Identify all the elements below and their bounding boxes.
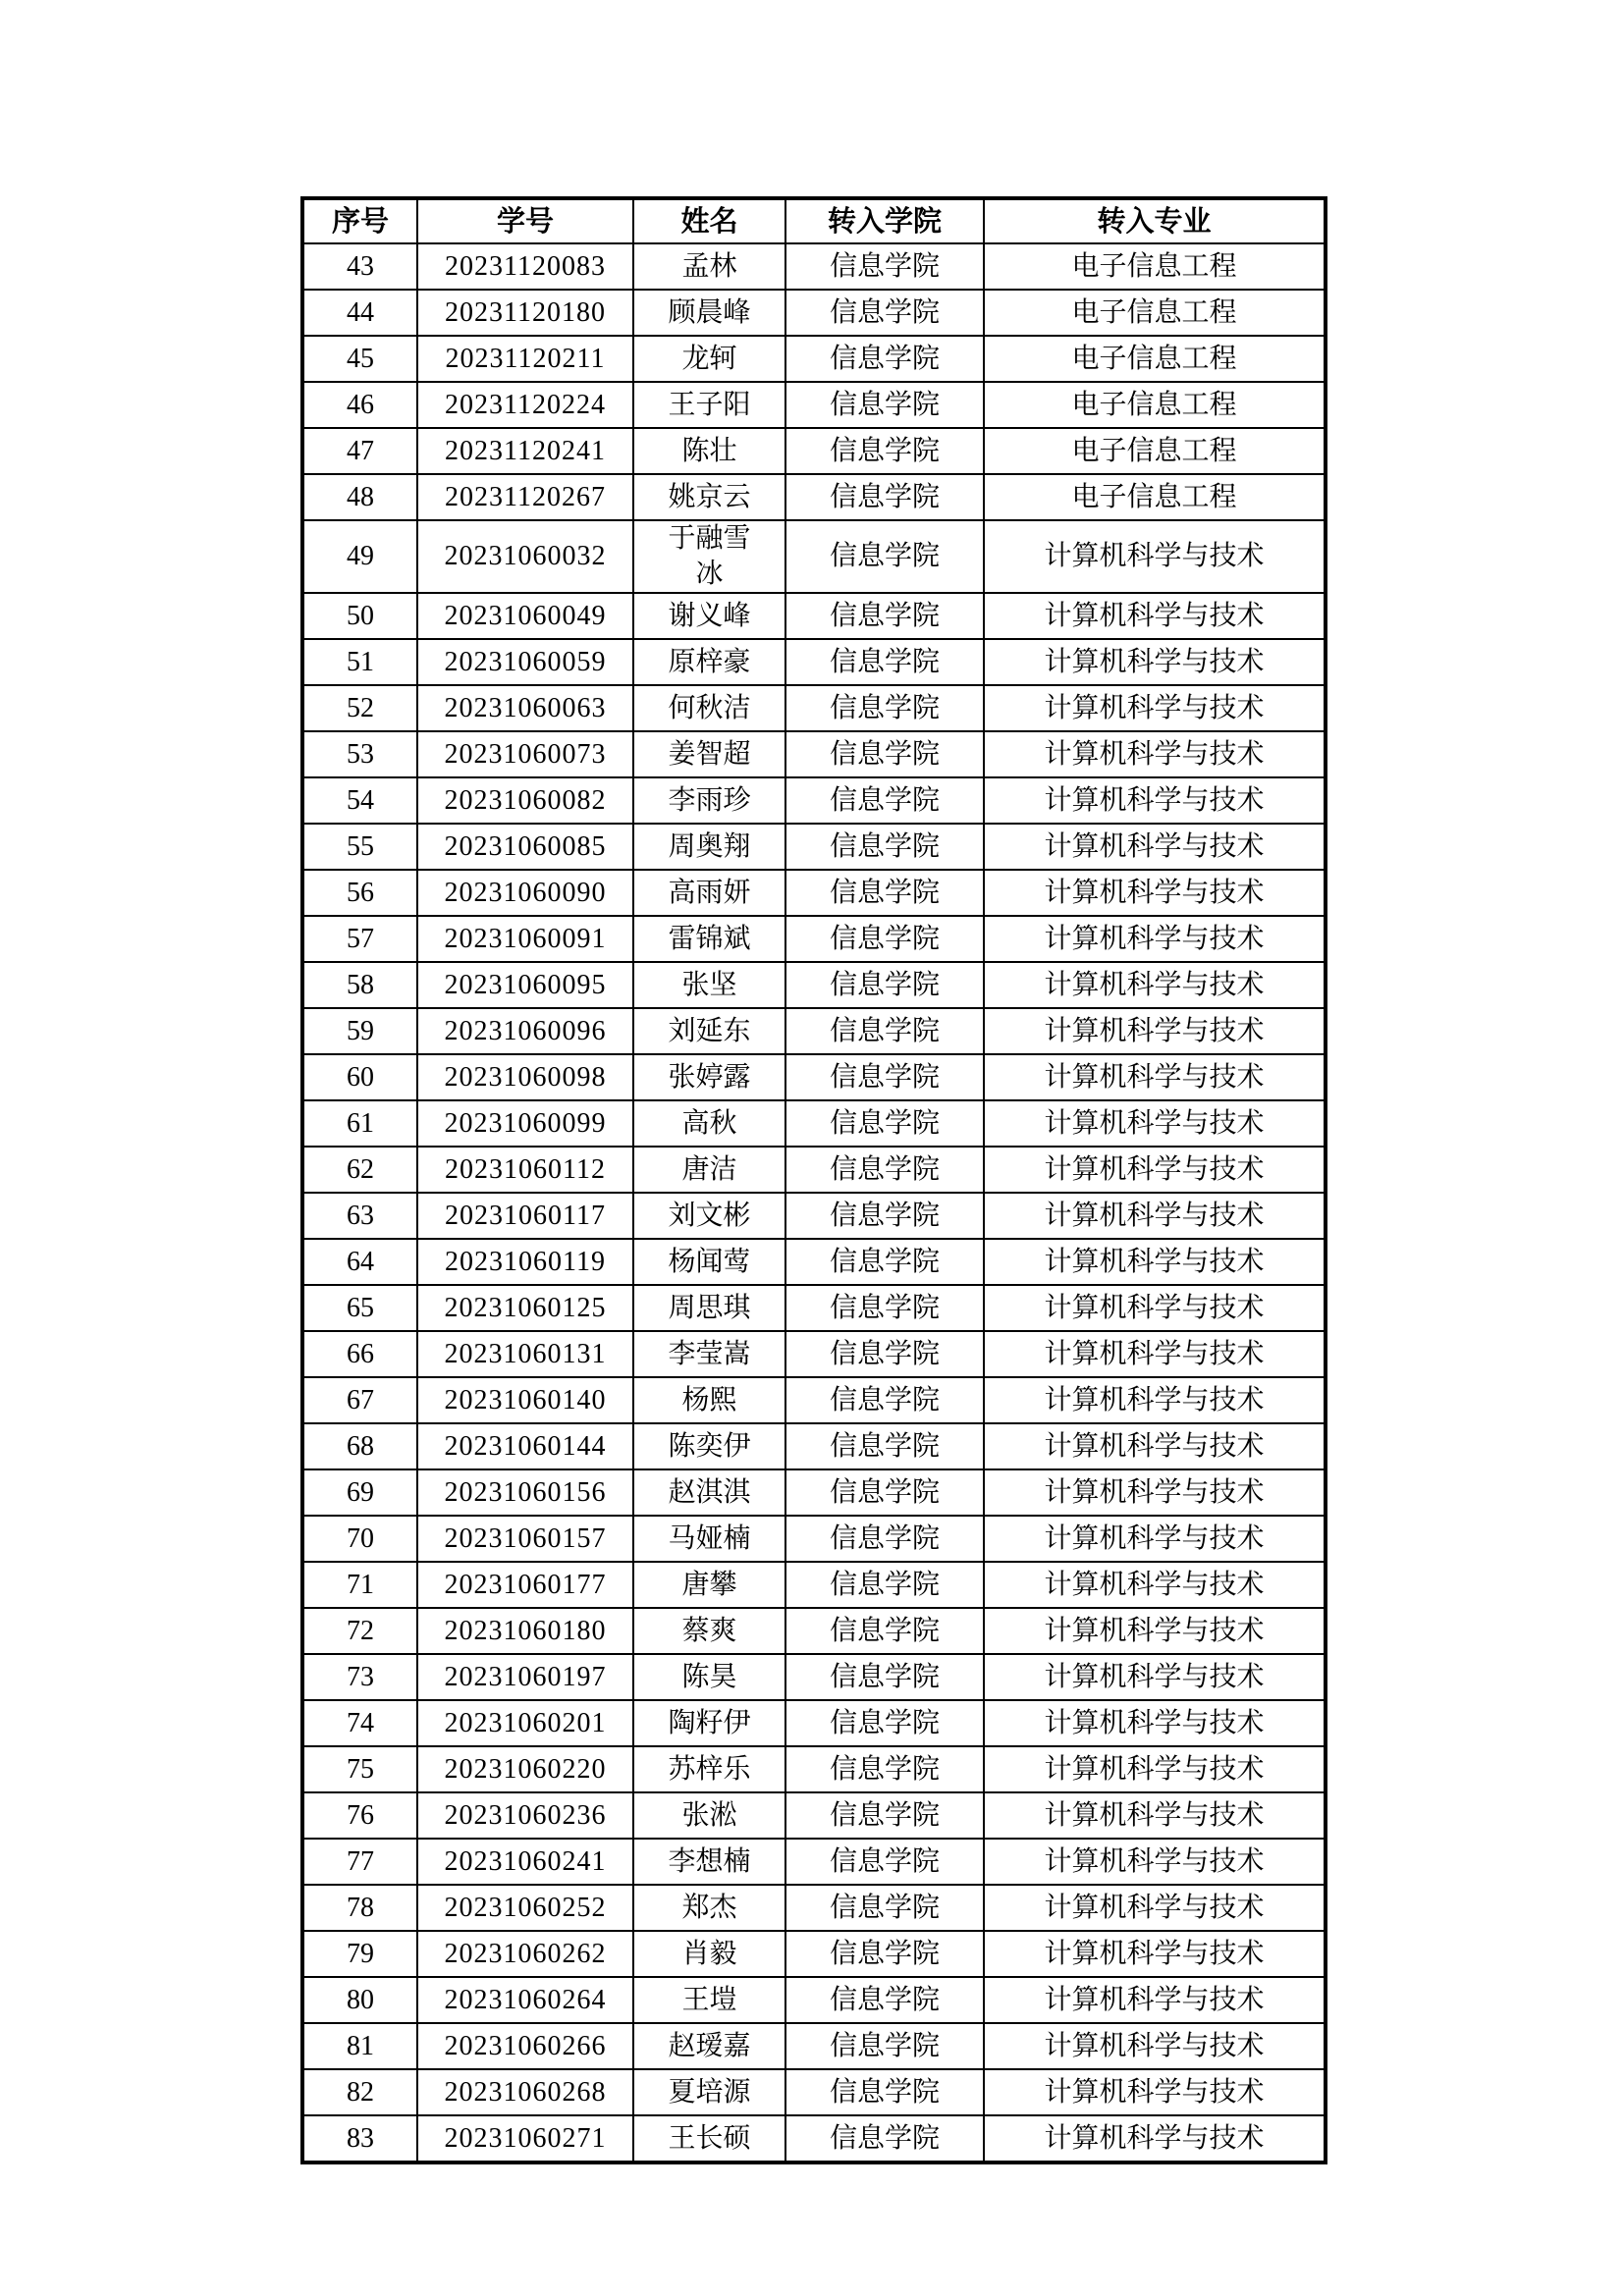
cell-college: 信息学院	[785, 1977, 984, 2023]
cell-name: 龙轲	[633, 336, 785, 382]
cell-college: 信息学院	[785, 593, 984, 639]
col-header-student-id: 学号	[417, 198, 633, 243]
cell-name: 李想楠	[633, 1839, 785, 1885]
cell-college: 信息学院	[785, 1931, 984, 1977]
table-row	[302, 1193, 1326, 1239]
cell-major: 计算机科学与技术	[984, 1654, 1326, 1700]
cell-college: 信息学院	[785, 1654, 984, 1700]
cell-student-id: 20231060073	[417, 731, 633, 777]
cell-name: 周奥翔	[633, 824, 785, 870]
cell-college: 信息学院	[785, 1100, 984, 1147]
cell-student-id: 20231060241	[417, 1839, 633, 1885]
cell-major: 计算机科学与技术	[984, 1423, 1326, 1469]
cell-name: 王子阳	[633, 382, 785, 428]
cell-name: 刘文彬	[633, 1193, 785, 1239]
cell-college: 信息学院	[785, 474, 984, 520]
table-row	[302, 1700, 1326, 1746]
cell-student-id: 20231060180	[417, 1608, 633, 1654]
table-row	[302, 1516, 1326, 1562]
cell-index: 66	[302, 1331, 417, 1377]
cell-index: 78	[302, 1885, 417, 1931]
cell-major: 计算机科学与技术	[984, 1147, 1326, 1193]
col-header-name: 姓名	[633, 198, 785, 243]
cell-name: 张坚	[633, 962, 785, 1008]
cell-major: 计算机科学与技术	[984, 1239, 1326, 1285]
table-row	[302, 1008, 1326, 1054]
cell-major: 计算机科学与技术	[984, 2115, 1326, 2163]
cell-college: 信息学院	[785, 1008, 984, 1054]
cell-student-id: 20231060262	[417, 1931, 633, 1977]
cell-major: 计算机科学与技术	[984, 1516, 1326, 1562]
cell-college: 信息学院	[785, 336, 984, 382]
cell-college: 信息学院	[785, 1562, 984, 1608]
cell-index: 55	[302, 824, 417, 870]
cell-student-id: 20231060156	[417, 1469, 633, 1516]
cell-student-id: 20231060049	[417, 593, 633, 639]
cell-student-id: 20231060157	[417, 1516, 633, 1562]
cell-name: 杨熙	[633, 1377, 785, 1423]
table-row	[302, 777, 1326, 824]
table-row	[302, 1100, 1326, 1147]
cell-student-id: 20231060032	[417, 520, 633, 593]
table-row	[302, 1977, 1326, 2023]
cell-name: 苏梓乐	[633, 1746, 785, 1792]
cell-major: 计算机科学与技术	[984, 1054, 1326, 1100]
table-row	[302, 2115, 1326, 2163]
cell-index: 43	[302, 243, 417, 290]
cell-college: 信息学院	[785, 1193, 984, 1239]
cell-major: 计算机科学与技术	[984, 1193, 1326, 1239]
student-table-body	[302, 243, 1326, 2163]
cell-index: 44	[302, 290, 417, 336]
cell-name: 姜智超	[633, 731, 785, 777]
cell-college: 信息学院	[785, 290, 984, 336]
table-row	[302, 1147, 1326, 1193]
cell-index: 65	[302, 1285, 417, 1331]
cell-index: 47	[302, 428, 417, 474]
cell-index: 52	[302, 685, 417, 731]
table-row	[302, 962, 1326, 1008]
cell-student-id: 20231060201	[417, 1700, 633, 1746]
cell-major: 计算机科学与技术	[984, 1608, 1326, 1654]
table-row	[302, 593, 1326, 639]
table-row	[302, 1239, 1326, 1285]
cell-major: 计算机科学与技术	[984, 1792, 1326, 1839]
cell-name: 唐洁	[633, 1147, 785, 1193]
cell-index: 67	[302, 1377, 417, 1423]
cell-college: 信息学院	[785, 916, 984, 962]
cell-college: 信息学院	[785, 2069, 984, 2115]
cell-index: 74	[302, 1700, 417, 1746]
cell-college: 信息学院	[785, 1516, 984, 1562]
cell-index: 82	[302, 2069, 417, 2115]
cell-student-id: 20231060112	[417, 1147, 633, 1193]
col-header-major: 转入专业	[984, 198, 1326, 243]
cell-index: 81	[302, 2023, 417, 2069]
cell-index: 80	[302, 1977, 417, 2023]
table-row	[302, 870, 1326, 916]
cell-college: 信息学院	[785, 962, 984, 1008]
cell-college: 信息学院	[785, 382, 984, 428]
col-header-index: 序号	[302, 198, 417, 243]
cell-name: 杨闻莺	[633, 1239, 785, 1285]
cell-student-id: 20231060096	[417, 1008, 633, 1054]
cell-major: 计算机科学与技术	[984, 639, 1326, 685]
cell-student-id: 20231060266	[417, 2023, 633, 2069]
cell-student-id: 20231060236	[417, 1792, 633, 1839]
cell-index: 79	[302, 1931, 417, 1977]
cell-major: 计算机科学与技术	[984, 1469, 1326, 1516]
table-row	[302, 243, 1326, 290]
cell-major: 电子信息工程	[984, 336, 1326, 382]
cell-college: 信息学院	[785, 870, 984, 916]
cell-major: 计算机科学与技术	[984, 1100, 1326, 1147]
cell-name: 陈昊	[633, 1654, 785, 1700]
cell-college: 信息学院	[785, 243, 984, 290]
cell-name: 孟林	[633, 243, 785, 290]
cell-student-id: 20231060144	[417, 1423, 633, 1469]
cell-college: 信息学院	[785, 1792, 984, 1839]
cell-college: 信息学院	[785, 520, 984, 593]
cell-major: 计算机科学与技术	[984, 1931, 1326, 1977]
cell-name: 陈奕伊	[633, 1423, 785, 1469]
cell-name: 王塏	[633, 1977, 785, 2023]
cell-college: 信息学院	[785, 1839, 984, 1885]
cell-major: 电子信息工程	[984, 243, 1326, 290]
cell-major: 计算机科学与技术	[984, 1562, 1326, 1608]
cell-college: 信息学院	[785, 731, 984, 777]
cell-major: 计算机科学与技术	[984, 520, 1326, 593]
cell-index: 60	[302, 1054, 417, 1100]
cell-index: 59	[302, 1008, 417, 1054]
cell-student-id: 20231060140	[417, 1377, 633, 1423]
cell-major: 电子信息工程	[984, 382, 1326, 428]
table-row	[302, 290, 1326, 336]
cell-student-id: 20231120224	[417, 382, 633, 428]
cell-index: 69	[302, 1469, 417, 1516]
cell-student-id: 20231060091	[417, 916, 633, 962]
table-row	[302, 731, 1326, 777]
cell-major: 计算机科学与技术	[984, 2069, 1326, 2115]
table-row	[302, 2069, 1326, 2115]
cell-major: 计算机科学与技术	[984, 777, 1326, 824]
cell-name: 李雨珍	[633, 777, 785, 824]
cell-major: 计算机科学与技术	[984, 731, 1326, 777]
cell-index: 48	[302, 474, 417, 520]
cell-index: 63	[302, 1193, 417, 1239]
cell-college: 信息学院	[785, 1469, 984, 1516]
cell-student-id: 20231060085	[417, 824, 633, 870]
cell-college: 信息学院	[785, 1331, 984, 1377]
cell-name: 周思琪	[633, 1285, 785, 1331]
cell-student-id: 20231060090	[417, 870, 633, 916]
cell-student-id: 20231120211	[417, 336, 633, 382]
cell-student-id: 20231060117	[417, 1193, 633, 1239]
cell-index: 53	[302, 731, 417, 777]
cell-student-id: 20231060059	[417, 639, 633, 685]
cell-major: 计算机科学与技术	[984, 2023, 1326, 2069]
table-row	[302, 336, 1326, 382]
cell-name: 赵瑷嘉	[633, 2023, 785, 2069]
table-row	[302, 824, 1326, 870]
cell-index: 51	[302, 639, 417, 685]
cell-student-id: 20231060098	[417, 1054, 633, 1100]
table-row	[302, 1377, 1326, 1423]
table-row	[302, 520, 1326, 593]
cell-name: 唐攀	[633, 1562, 785, 1608]
cell-index: 49	[302, 520, 417, 593]
cell-name: 刘延东	[633, 1008, 785, 1054]
cell-index: 71	[302, 1562, 417, 1608]
cell-index: 72	[302, 1608, 417, 1654]
cell-name: 高雨妍	[633, 870, 785, 916]
table-row	[302, 1423, 1326, 1469]
cell-index: 68	[302, 1423, 417, 1469]
cell-index: 62	[302, 1147, 417, 1193]
cell-index: 77	[302, 1839, 417, 1885]
cell-college: 信息学院	[785, 1147, 984, 1193]
table-row	[302, 1285, 1326, 1331]
cell-major: 计算机科学与技术	[984, 1746, 1326, 1792]
cell-student-id: 20231120180	[417, 290, 633, 336]
cell-student-id: 20231060271	[417, 2115, 633, 2163]
cell-major: 计算机科学与技术	[984, 1700, 1326, 1746]
cell-college: 信息学院	[785, 1700, 984, 1746]
cell-college: 信息学院	[785, 685, 984, 731]
cell-name: 夏培源	[633, 2069, 785, 2115]
cell-name: 陶籽伊	[633, 1700, 785, 1746]
cell-student-id: 20231060220	[417, 1746, 633, 1792]
table-row	[302, 1054, 1326, 1100]
cell-student-id: 20231120267	[417, 474, 633, 520]
cell-major: 计算机科学与技术	[984, 1977, 1326, 2023]
cell-student-id: 20231060264	[417, 1977, 633, 2023]
cell-major: 计算机科学与技术	[984, 870, 1326, 916]
cell-major: 电子信息工程	[984, 474, 1326, 520]
cell-major: 计算机科学与技术	[984, 1839, 1326, 1885]
cell-student-id: 20231060131	[417, 1331, 633, 1377]
cell-college: 信息学院	[785, 639, 984, 685]
cell-index: 57	[302, 916, 417, 962]
table-row	[302, 474, 1326, 520]
cell-index: 73	[302, 1654, 417, 1700]
cell-name: 原梓豪	[633, 639, 785, 685]
cell-major: 计算机科学与技术	[984, 824, 1326, 870]
table-row	[302, 916, 1326, 962]
cell-major: 计算机科学与技术	[984, 685, 1326, 731]
cell-name: 谢义峰	[633, 593, 785, 639]
cell-index: 70	[302, 1516, 417, 1562]
col-header-college: 转入学院	[785, 198, 984, 243]
cell-college: 信息学院	[785, 1239, 984, 1285]
table-row	[302, 2023, 1326, 2069]
table-row	[302, 1331, 1326, 1377]
table-row	[302, 428, 1326, 474]
cell-index: 58	[302, 962, 417, 1008]
cell-college: 信息学院	[785, 777, 984, 824]
cell-index: 50	[302, 593, 417, 639]
cell-college: 信息学院	[785, 1285, 984, 1331]
cell-student-id: 20231060063	[417, 685, 633, 731]
cell-index: 56	[302, 870, 417, 916]
cell-name: 高秋	[633, 1100, 785, 1147]
table-row	[302, 1746, 1326, 1792]
cell-major: 计算机科学与技术	[984, 1008, 1326, 1054]
cell-index: 61	[302, 1100, 417, 1147]
cell-major: 计算机科学与技术	[984, 962, 1326, 1008]
cell-major: 计算机科学与技术	[984, 1331, 1326, 1377]
cell-index: 83	[302, 2115, 417, 2163]
cell-name: 张婷露	[633, 1054, 785, 1100]
table-row	[302, 1931, 1326, 1977]
cell-index: 54	[302, 777, 417, 824]
cell-index: 46	[302, 382, 417, 428]
cell-index: 64	[302, 1239, 417, 1285]
cell-name: 王长硕	[633, 2115, 785, 2163]
cell-college: 信息学院	[785, 2023, 984, 2069]
table-row	[302, 1654, 1326, 1700]
cell-student-id: 20231060082	[417, 777, 633, 824]
cell-index: 76	[302, 1792, 417, 1839]
cell-name: 雷锦斌	[633, 916, 785, 962]
cell-student-id: 20231060095	[417, 962, 633, 1008]
cell-major: 电子信息工程	[984, 428, 1326, 474]
cell-college: 信息学院	[785, 824, 984, 870]
cell-student-id: 20231120083	[417, 243, 633, 290]
cell-student-id: 20231060268	[417, 2069, 633, 2115]
cell-student-id: 20231120241	[417, 428, 633, 474]
cell-student-id: 20231060125	[417, 1285, 633, 1331]
cell-name: 肖毅	[633, 1931, 785, 1977]
cell-student-id: 20231060252	[417, 1885, 633, 1931]
cell-college: 信息学院	[785, 1377, 984, 1423]
cell-name: 陈壮	[633, 428, 785, 474]
cell-student-id: 20231060197	[417, 1654, 633, 1700]
cell-college: 信息学院	[785, 428, 984, 474]
table-row	[302, 1792, 1326, 1839]
cell-name: 郑杰	[633, 1885, 785, 1931]
cell-name: 李莹嵩	[633, 1331, 785, 1377]
table-row	[302, 685, 1326, 731]
cell-index: 75	[302, 1746, 417, 1792]
table-row	[302, 1562, 1326, 1608]
cell-name: 马娅楠	[633, 1516, 785, 1562]
table-header-row	[302, 198, 1326, 243]
cell-major: 电子信息工程	[984, 290, 1326, 336]
cell-student-id: 20231060119	[417, 1239, 633, 1285]
cell-name: 张淞	[633, 1792, 785, 1839]
cell-name: 赵淇淇	[633, 1469, 785, 1516]
table-row	[302, 382, 1326, 428]
cell-college: 信息学院	[785, 1608, 984, 1654]
table-row	[302, 1839, 1326, 1885]
transfer-student-table	[300, 196, 1327, 2164]
table-row	[302, 1608, 1326, 1654]
cell-name: 姚京云	[633, 474, 785, 520]
cell-major: 计算机科学与技术	[984, 916, 1326, 962]
table-row	[302, 1469, 1326, 1516]
cell-name: 蔡爽	[633, 1608, 785, 1654]
cell-index: 45	[302, 336, 417, 382]
cell-major: 计算机科学与技术	[984, 1285, 1326, 1331]
cell-college: 信息学院	[785, 1746, 984, 1792]
cell-major: 计算机科学与技术	[984, 1377, 1326, 1423]
cell-college: 信息学院	[785, 1885, 984, 1931]
cell-name: 何秋洁	[633, 685, 785, 731]
cell-student-id: 20231060177	[417, 1562, 633, 1608]
table-row	[302, 1885, 1326, 1931]
cell-college: 信息学院	[785, 2115, 984, 2163]
cell-college: 信息学院	[785, 1423, 984, 1469]
cell-name: 于融雪冰	[633, 520, 785, 593]
table-row	[302, 639, 1326, 685]
cell-major: 计算机科学与技术	[984, 593, 1326, 639]
cell-name: 顾晨峰	[633, 290, 785, 336]
cell-student-id: 20231060099	[417, 1100, 633, 1147]
cell-college: 信息学院	[785, 1054, 984, 1100]
cell-major: 计算机科学与技术	[984, 1885, 1326, 1931]
